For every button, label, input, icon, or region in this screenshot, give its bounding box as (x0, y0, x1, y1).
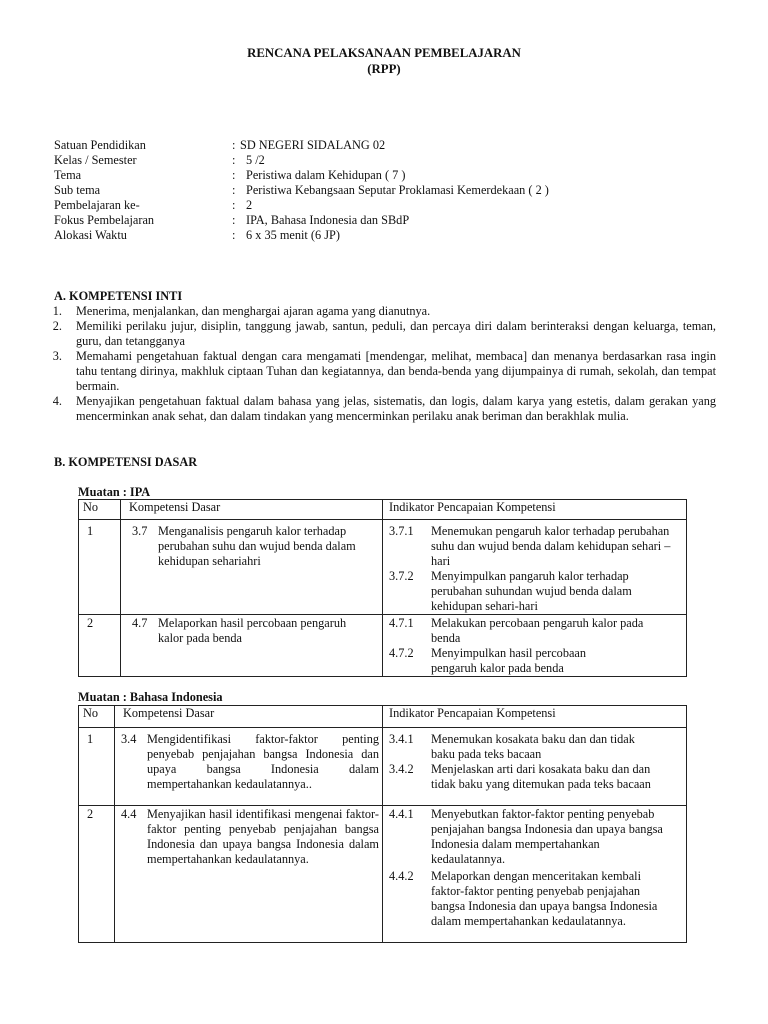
table-row (79, 520, 687, 615)
document-title: RENCANA PELAKSANAAN PEMBELAJARAN (247, 46, 521, 60)
table-header-row (79, 500, 687, 520)
kd-text: Menyajikan hasil identifikasi mengenai faktor-faktor penting penyebab penjajahan bangsa Indonesia dan upaya bangsa Indonesia dalam mempertahankan kedaulatannya. (147, 807, 379, 866)
identitas-value: Peristiwa Kebangsaan Seputar Proklamasi Kemerdekaan ( 2 ) (246, 183, 549, 197)
indikator-entry (389, 869, 686, 929)
list-item-number: 3. (52, 349, 62, 363)
list-item-text: Memahami pengetahuan faktual dengan cara mengamati [mendengar, melihat, membaca] dan menanya berdasarkan rasa ingin tahu tentang dirinya, makhluk ciptaan Tuhan dan kegiatannya, dan benda-benda yang dijumpainya di rumah, sekolah, dan tempat bermain. (76, 349, 716, 393)
row-number: 2 (79, 806, 115, 943)
identitas-key: Fokus Pembelajaran (54, 213, 155, 227)
identitas-sep: : (232, 153, 236, 167)
indikator-code: 3.7.2 (389, 569, 414, 583)
kd-entry (115, 732, 382, 792)
indikator-cell (383, 520, 687, 615)
table-row (79, 615, 687, 677)
section-heading-kd: B. KOMPETENSI DASAR (54, 455, 198, 469)
kd-text: Mengidentifikasi faktor-faktor penting penyebab penjajahan bangsa Indonesia dan upaya bangsa Indonesia dalam mempertahankan kedaulatannya.. (147, 732, 379, 791)
list-item-number: 2. (52, 319, 62, 333)
indikator-code: 4.7.1 (389, 616, 414, 630)
identitas-value: 5 /2 (246, 153, 265, 167)
ipa-table (78, 499, 687, 677)
indikator-text: Menemukan pengaruh kalor terhadap perubahan suhu dan wujud benda dalam kehidupan sehari –hari (431, 524, 671, 568)
indikator-text: Menyimpulkan hasil percobaan pengaruh kalor pada benda (431, 646, 587, 675)
list-item (54, 319, 716, 349)
indikator-code: 4.7.2 (389, 646, 414, 660)
kd-code: 3.4 (121, 732, 137, 746)
table-header-row (79, 706, 687, 728)
indikator-text: Melaporkan dengan menceritakan kembali faktor-faktor penting penyebab penjajahan bangsa Indonesia dan upaya bangsa Indonesia dalam mempertahankan kedaulatannya. (431, 869, 658, 928)
indikator-entry (389, 524, 686, 569)
indikator-entry (389, 646, 686, 676)
identitas-value: IPA, Bahasa Indonesia dan SBdP (246, 213, 410, 227)
indikator-cell (383, 615, 687, 677)
identitas-sep: : (232, 198, 236, 212)
header-kd: Kompetensi Dasar (121, 500, 383, 520)
kd-code: 4.7 (132, 616, 148, 630)
kd-entry (121, 524, 382, 569)
indikator-code: 3.4.2 (389, 762, 414, 776)
identitas-sep: : (232, 228, 236, 242)
kd-code: 4.4 (121, 807, 137, 821)
indikator-code: 4.4.2 (389, 869, 414, 883)
header-indikator: Indikator Pencapaian Kompetensi (383, 500, 687, 520)
indikator-code: 3.4.1 (389, 732, 414, 746)
identitas-key: Pembelajaran ke- (54, 198, 140, 212)
list-item-number: 4. (52, 394, 62, 408)
identitas-sep: : (232, 213, 236, 227)
muatan-ipa-label: Muatan : IPA (78, 485, 151, 499)
indikator-cell (383, 728, 687, 806)
identitas-value: 6 x 35 menit (6 JP) (246, 228, 340, 242)
bi-table (78, 705, 687, 943)
list-item (54, 349, 716, 394)
kd-cell (121, 520, 383, 615)
identitas-value: SD NEGERI SIDALANG 02 (240, 138, 386, 152)
list-item-text: Menerima, menjalankan, dan menghargai ajaran agama yang dianutnya. (76, 304, 431, 318)
row-number: 1 (79, 728, 115, 806)
identitas-value: 2 (246, 198, 253, 212)
kd-entry (121, 616, 382, 646)
indikator-text: Menyebutkan faktor-faktor penting penyebab penjajahan bangsa Indonesia dan upaya bangsa Indonesia dalam mempertahankan kedaulatannya. (431, 807, 663, 866)
header-indikator: Indikator Pencapaian Kompetensi (383, 706, 687, 728)
header-no: No (79, 500, 121, 520)
list-item-number: 1. (52, 304, 62, 318)
kd-cell (115, 728, 383, 806)
indikator-entry (389, 569, 686, 614)
document-subtitle: (RPP) (367, 62, 401, 76)
header-kd: Kompetensi Dasar (115, 706, 383, 728)
identitas-sep: : (232, 138, 236, 152)
list-item (54, 304, 716, 319)
table-row (79, 728, 687, 806)
identitas-key: Tema (54, 168, 82, 182)
table-row (79, 806, 687, 943)
kd-cell (121, 615, 383, 677)
identitas-sep: : (232, 168, 236, 182)
indikator-text: Menyimpulkan pangaruh kalor terhadap perubahan suhundan wujud benda dalam kehidupan sehari-hari (431, 569, 632, 613)
identitas-key: Satuan Pendidikan (54, 138, 146, 152)
list-item (54, 394, 716, 424)
identitas-key: Alokasi Waktu (54, 228, 127, 242)
indikator-code: 3.7.1 (389, 524, 414, 538)
list-item-text: Menyajikan pengetahuan faktual dalam bahasa yang jelas, sistematis, dan logis, dalam karya yang estetis, dalam gerakan yang mencerminkan anak sehat, dan dalam tindakan yang mencerminkan perilaku anak beriman dan berakhlak mulia. (76, 394, 716, 423)
indikator-text: Menemukan kosakata baku dan dan tidak baku pada teks bacaan (431, 732, 635, 761)
identitas-key: Kelas / Semester (54, 153, 137, 167)
indikator-entry (389, 732, 686, 762)
kd-code: 3.7 (132, 524, 148, 538)
indikator-text: Menjelaskan arti dari kosakata baku dan dan tidak baku yang ditemukan pada teks bacaan (431, 762, 651, 791)
identitas-key: Sub tema (54, 183, 101, 197)
list-item-text: Memiliki perilaku jujur, disiplin, tanggung jawab, santun, peduli, dan percaya diri dalam berinteraksi dengan keluarga, teman, guru, dan tetangganya (76, 319, 716, 348)
indikator-cell (383, 806, 687, 943)
header-no: No (79, 706, 115, 728)
indikator-entry (389, 807, 686, 867)
row-number: 1 (79, 520, 121, 615)
identitas-value: Peristiwa dalam Kehidupan ( 7 ) (246, 168, 406, 182)
kd-cell (115, 806, 383, 943)
kd-text: Menganalisis pengaruh kalor terhadap perubahan suhu dan wujud benda dalam kehidupan sehariahri (158, 524, 356, 568)
kd-text: Melaporkan hasil percobaan pengaruh kalor pada benda (158, 616, 347, 645)
identitas-sep: : (232, 183, 236, 197)
indikator-entry (389, 616, 686, 646)
indikator-code: 4.4.1 (389, 807, 414, 821)
indikator-text: Melakukan percobaan pengaruh kalor pada benda (431, 616, 644, 645)
row-number: 2 (79, 615, 121, 677)
kd-entry (115, 807, 382, 867)
muatan-bi-label: Muatan : Bahasa Indonesia (78, 690, 223, 704)
ki-list (54, 304, 716, 424)
indikator-entry (389, 762, 686, 792)
section-heading-ki: A. KOMPETENSI INTI (54, 289, 183, 303)
